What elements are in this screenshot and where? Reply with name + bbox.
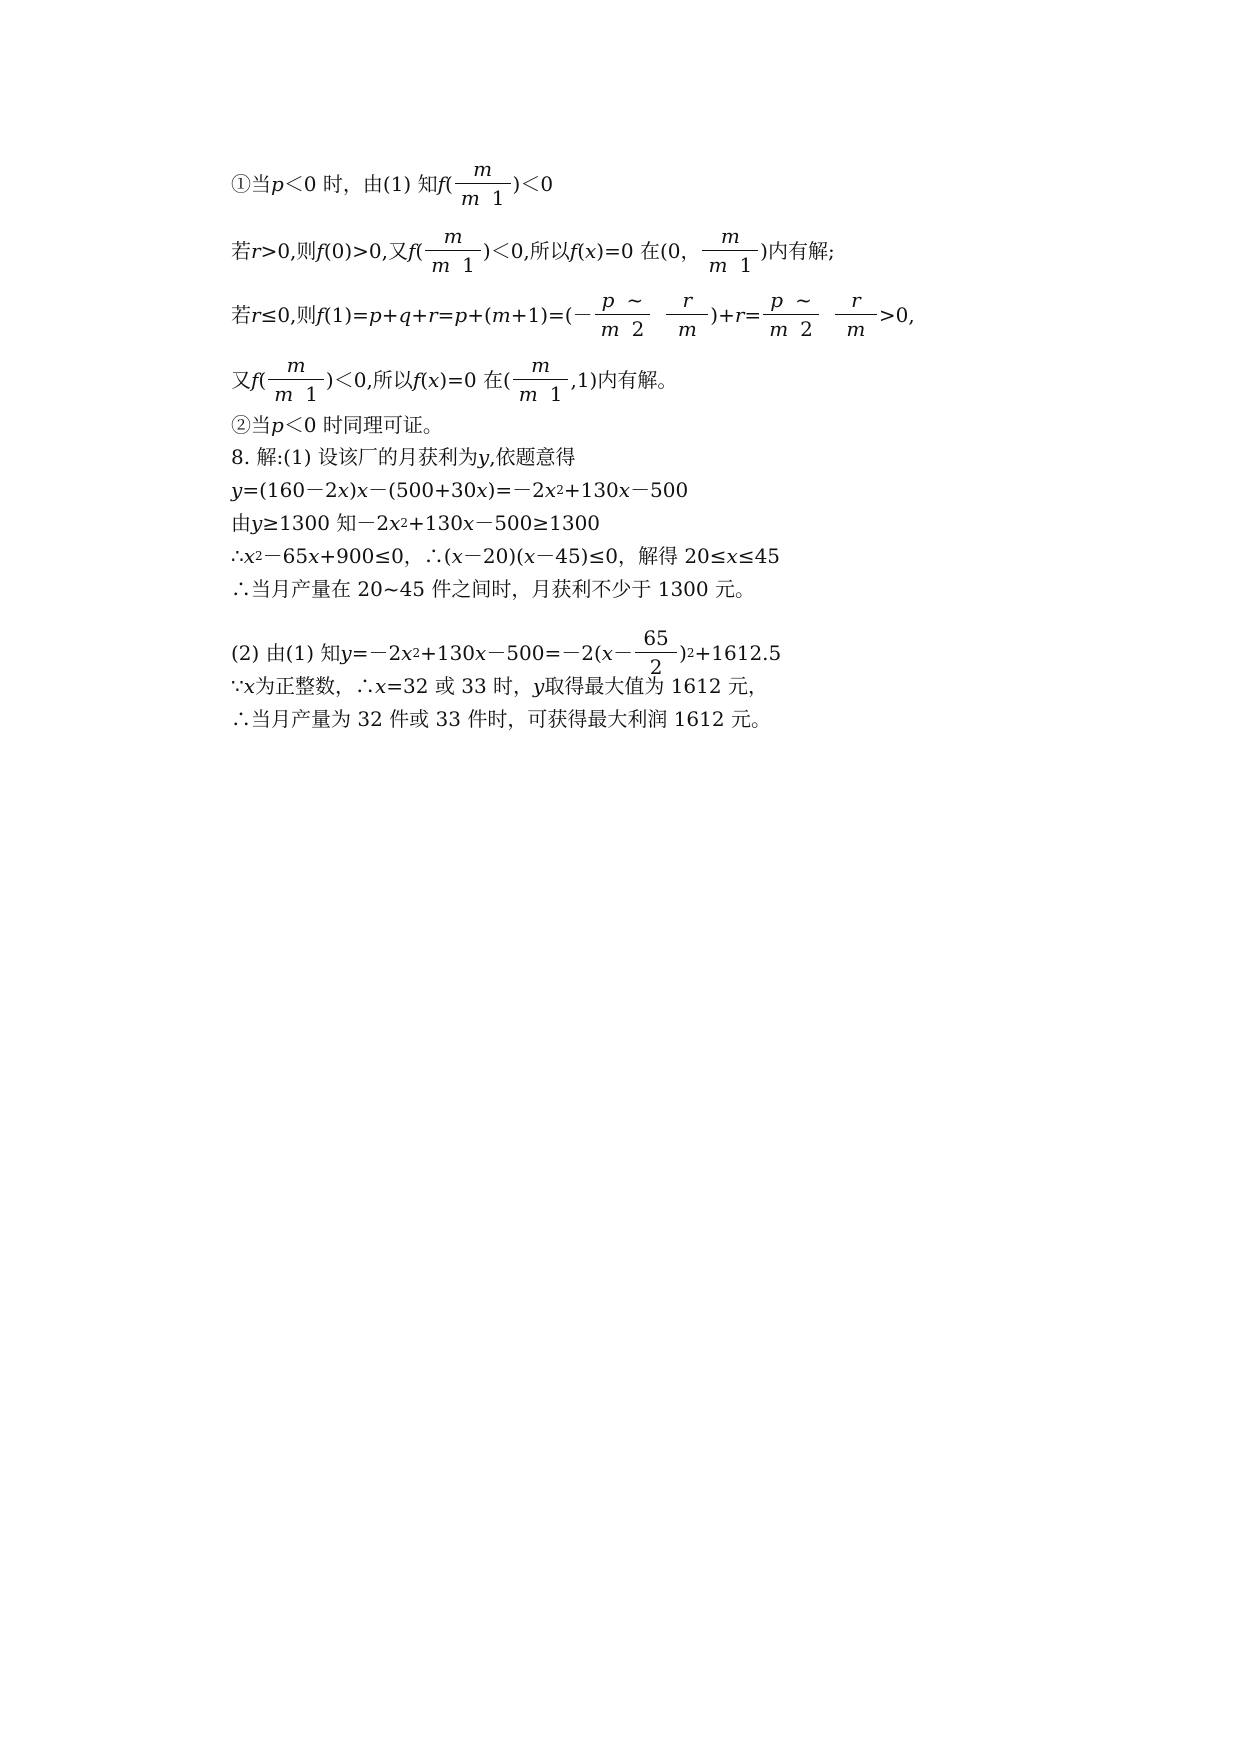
func-f: f bbox=[251, 367, 259, 392]
var-x: x bbox=[585, 238, 597, 263]
text: +1612.5 bbox=[694, 640, 782, 665]
digit: 1 bbox=[305, 382, 318, 406]
text: +130 bbox=[407, 511, 463, 535]
var-x: x bbox=[462, 511, 475, 535]
var-p: p bbox=[271, 171, 284, 196]
text: +130 bbox=[420, 640, 476, 665]
var-p: p bbox=[770, 288, 784, 312]
fraction-numerator: m bbox=[268, 355, 324, 380]
text: －45)≤0，解得 20≤ bbox=[535, 544, 727, 568]
text: ( bbox=[445, 171, 453, 196]
text: =32 或 33 时， bbox=[386, 674, 534, 698]
text: 取得最大值为 1612 元， bbox=[544, 674, 768, 698]
fraction bbox=[455, 159, 511, 208]
text: 为正整数，∴ bbox=[255, 674, 376, 698]
var-x: x bbox=[428, 367, 440, 392]
solution-line-11: (2) 由(1) 知 y =－2 x 2 +130 x －500=－2( x － $\frac{65}{2}$ ) 2 +1612.5 bbox=[231, 626, 782, 679]
text: = bbox=[744, 302, 762, 327]
text: 若 bbox=[231, 238, 251, 263]
fraction-numerator: m bbox=[702, 226, 758, 251]
digit: 1 bbox=[491, 186, 505, 210]
text: >0, bbox=[878, 302, 915, 327]
text: 又 bbox=[231, 367, 251, 392]
var-m: m bbox=[769, 317, 789, 341]
fraction-denominator bbox=[268, 380, 324, 404]
var-x: x bbox=[389, 511, 401, 535]
var-x: x bbox=[601, 640, 614, 665]
fraction-denominator bbox=[455, 184, 511, 208]
fraction bbox=[666, 290, 708, 339]
func-f: f bbox=[569, 238, 578, 263]
fraction bbox=[763, 290, 819, 339]
text: ( bbox=[577, 238, 586, 263]
text: ) bbox=[679, 640, 687, 665]
var-p: p bbox=[454, 302, 468, 327]
var-x: x bbox=[726, 544, 738, 568]
var-x: x bbox=[337, 478, 350, 502]
var-m: m bbox=[600, 317, 620, 341]
text: ≥1300 知－2 bbox=[262, 511, 390, 535]
text: )=0 在( bbox=[439, 367, 511, 392]
fraction bbox=[425, 226, 481, 275]
text: +1)=(－ bbox=[510, 302, 593, 327]
text: 8. 解:(1) 设该厂的月获利为 bbox=[231, 445, 478, 469]
text: ( bbox=[258, 367, 267, 392]
text: + bbox=[381, 302, 399, 327]
fraction bbox=[702, 226, 758, 275]
text: ∵ bbox=[231, 674, 244, 698]
text: ( bbox=[420, 367, 429, 392]
text: ＜0 时同理可证。 bbox=[283, 413, 443, 437]
var-q: q bbox=[398, 302, 412, 327]
var-p: p bbox=[368, 302, 382, 327]
var-r: r bbox=[428, 302, 438, 327]
text: －20)( bbox=[462, 544, 524, 568]
var-x: x bbox=[356, 478, 369, 502]
func-f: f bbox=[407, 238, 416, 263]
var-y: y bbox=[251, 511, 263, 535]
text: ∴ bbox=[231, 544, 244, 568]
solution-line-1 bbox=[231, 159, 553, 208]
text: ①当 bbox=[231, 171, 271, 196]
text: +900≤0，∴( bbox=[319, 544, 452, 568]
symbol: ~ bbox=[626, 288, 644, 312]
fraction-numerator: m bbox=[425, 226, 481, 251]
text: －500=－2( bbox=[486, 640, 602, 665]
var-x: x bbox=[308, 544, 320, 568]
var-m: m bbox=[431, 253, 451, 277]
solution-line-4 bbox=[231, 355, 677, 404]
solution-line-2 bbox=[231, 226, 835, 275]
text: 若 bbox=[231, 302, 251, 327]
text: ≤0,则 bbox=[260, 302, 317, 327]
text: +130 bbox=[563, 478, 619, 502]
digit: 1 bbox=[462, 253, 475, 277]
fraction-denominator: m bbox=[846, 317, 866, 341]
fraction bbox=[268, 355, 324, 404]
var-x: x bbox=[243, 544, 256, 568]
func-f: f bbox=[437, 171, 445, 196]
text: ②当 bbox=[231, 413, 271, 437]
var-m: m bbox=[460, 186, 480, 210]
symbol: ~ bbox=[795, 288, 812, 312]
solution-line-3 bbox=[231, 290, 915, 339]
text: 由 bbox=[231, 511, 251, 535]
fraction bbox=[835, 290, 877, 339]
fraction-numerator: r bbox=[835, 290, 877, 315]
text: + bbox=[411, 302, 429, 327]
text: >0,则 bbox=[260, 238, 317, 263]
text: (2) 由(1) 知 bbox=[231, 640, 341, 665]
text: =(160－2 bbox=[242, 478, 338, 502]
text: ( bbox=[415, 238, 424, 263]
digit: 2 bbox=[800, 317, 813, 341]
text: ∴当月产量在 20~45 件之间时，月获利不少于 1300 元。 bbox=[231, 577, 755, 601]
text: ,1)内有解。 bbox=[570, 367, 678, 392]
var-x: x bbox=[475, 640, 487, 665]
text: = bbox=[437, 302, 455, 327]
text: )内有解; bbox=[760, 238, 835, 263]
text: － bbox=[613, 640, 634, 665]
text: －(500+30 bbox=[368, 478, 477, 502]
text: )＜0,所以 bbox=[325, 367, 413, 392]
fraction-numerator: m bbox=[513, 355, 569, 380]
fraction-denominator bbox=[702, 251, 758, 275]
text: =－2 bbox=[351, 640, 402, 665]
var-m: m bbox=[708, 253, 728, 277]
text: +( bbox=[467, 302, 492, 327]
text: ,依题意得 bbox=[489, 445, 576, 469]
fraction-numerator bbox=[763, 290, 819, 315]
solution-line-12 bbox=[231, 676, 768, 696]
var-r: r bbox=[251, 302, 261, 327]
text: －500 bbox=[630, 478, 689, 502]
text: )+ bbox=[710, 302, 735, 327]
fraction-denominator bbox=[425, 251, 481, 275]
fraction-numerator: 65 bbox=[635, 628, 677, 653]
var-y: y bbox=[231, 478, 243, 502]
solution-line-9: ∴ x 2 －65 x +900≤0，∴( x －20)( x －45)≤0，解得 20≤ x ≤45 bbox=[231, 544, 781, 568]
func-f: f bbox=[316, 302, 324, 327]
solution-line-7: y =(160－2 x ) x －(500+30 x )=－2 x 2 +130 x －500 bbox=[231, 478, 689, 502]
var-x: x bbox=[401, 640, 413, 665]
var-x: x bbox=[243, 674, 256, 698]
digit: 1 bbox=[739, 253, 753, 277]
var-x: x bbox=[523, 544, 536, 568]
fraction-numerator: m bbox=[455, 159, 511, 184]
text: )=－2 bbox=[487, 478, 545, 502]
var-x: x bbox=[375, 674, 387, 698]
func-f: f bbox=[412, 367, 421, 392]
text: (1)= bbox=[323, 302, 369, 327]
text: ∴当月产量为 32 件或 33 件时，可获得最大利润 1612 元。 bbox=[231, 707, 771, 731]
var-x: x bbox=[451, 544, 463, 568]
fraction-denominator bbox=[595, 315, 651, 339]
fraction-numerator: r bbox=[666, 290, 708, 315]
digit: 2 bbox=[631, 317, 645, 341]
solution-line-13 bbox=[231, 709, 771, 729]
fraction-numerator bbox=[595, 290, 651, 315]
var-p: p bbox=[601, 288, 615, 312]
text: )＜0,所以 bbox=[482, 238, 570, 263]
var-m: m bbox=[491, 302, 511, 327]
var-p: p bbox=[271, 413, 284, 437]
var-y: y bbox=[340, 640, 352, 665]
var-x: x bbox=[476, 478, 488, 502]
fraction bbox=[513, 355, 569, 404]
var-m: m bbox=[274, 382, 294, 406]
text: －65 bbox=[262, 544, 309, 568]
solution-line-6 bbox=[231, 447, 576, 467]
var-y: y bbox=[477, 445, 490, 469]
text: ) bbox=[349, 478, 357, 502]
fraction-denominator: m bbox=[677, 317, 697, 341]
digit: 1 bbox=[549, 382, 563, 406]
fraction-denominator: 2 bbox=[649, 655, 663, 679]
solution-line-5 bbox=[231, 415, 443, 435]
var-r: r bbox=[734, 302, 745, 327]
var-y: y bbox=[533, 674, 545, 698]
func-f: f bbox=[316, 238, 324, 263]
fraction bbox=[635, 628, 677, 677]
var-r: r bbox=[251, 238, 261, 263]
text: )＜0 bbox=[512, 171, 554, 196]
solution-line-10 bbox=[231, 579, 755, 599]
text: (0)>0,又 bbox=[323, 238, 408, 263]
var-x: x bbox=[618, 478, 631, 502]
fraction bbox=[595, 290, 651, 339]
solution-line-8: 由 y ≥1300 知－2 x 2 +130 x －500≥1300 bbox=[231, 511, 601, 535]
var-x: x bbox=[544, 478, 557, 502]
var-m: m bbox=[518, 382, 538, 406]
text: －500≥1300 bbox=[474, 511, 601, 535]
fraction-denominator bbox=[763, 315, 819, 339]
text: ≤45 bbox=[737, 544, 781, 568]
text: ＜0 时，由(1) 知 bbox=[283, 171, 438, 196]
text: )=0 在(0， bbox=[596, 238, 701, 263]
fraction-denominator bbox=[513, 380, 569, 404]
